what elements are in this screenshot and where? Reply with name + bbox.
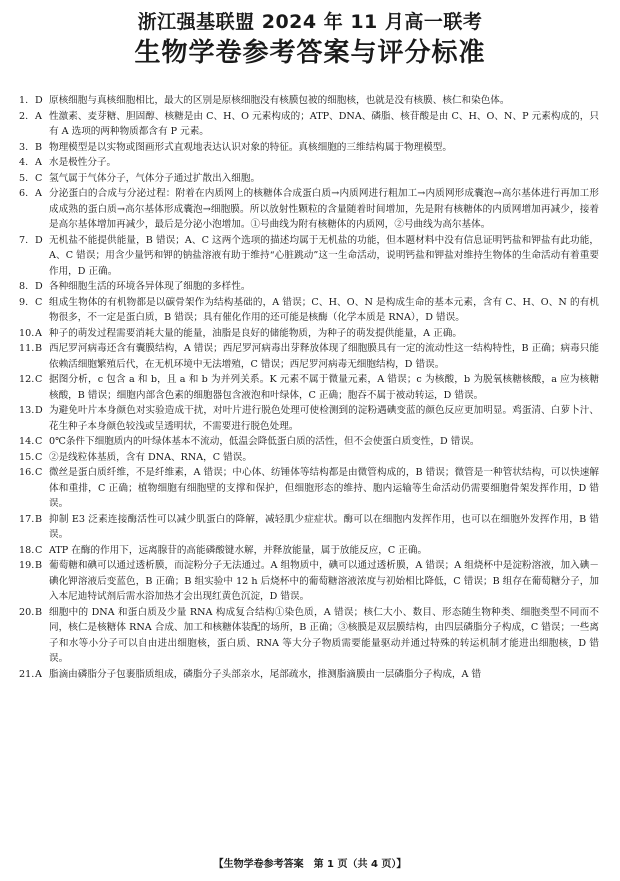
question-number: 10. xyxy=(19,327,35,339)
answer-key: C xyxy=(35,374,43,385)
answer-key: D xyxy=(35,95,43,106)
question-number: 12. xyxy=(19,374,35,385)
answer-item xyxy=(19,403,599,434)
answer-explanation: 无机盐不能提供能量，B 错误；A、C 这两个选项的描述均属于无机盐的功能，但本题材料中没有信息证明钙盐和钾盐有此功能，A、C 错误；用含少量钙和钾的钠盐溶液有助于维持“心脏跳动”这一生命活动，说明钙盐和钾盐对维持生物体的生命活动有着重要作用，D 正确。 xyxy=(49,234,599,277)
answer-item xyxy=(19,434,599,450)
answer-key: D xyxy=(35,234,43,246)
question-number: 6. xyxy=(19,188,29,199)
question-number: 18. xyxy=(19,544,35,556)
question-number: 2. xyxy=(19,110,29,122)
answer-explanation: 细胞中的 DNA 和蛋白质及少量 RNA 构成复合结构①染色质，A 错误；核仁大小、数目、形态随生物种类、细胞类型不同而不同，核仁是核糖体 RNA 合成、加工和核糖体装配的场所，B 正确；③核膜是双层膜结构，由四层磷脂分子构成，C 错误；一些离子和水等小分子可以自由进出细胞核，蛋白质、RNA 等大分子物质需要能量驱动并通过特殊的转运机制才能进出细胞核，D 错误。 xyxy=(49,606,599,664)
answer-explanation: 组成生物体的有机物都是以碳骨架作为结构基础的，A 错误；C、H、O、N 是构成生命的基本元素，含有 C、H、O、N 的有机物很多，不一定是蛋白质，B 错误；具有催化作用的还可能是核酶（化学本质是 RNA），D 错误。 xyxy=(49,296,599,323)
answer-item xyxy=(19,372,599,403)
answer-item xyxy=(19,186,599,233)
answer-key: C xyxy=(35,544,43,556)
answer-item xyxy=(19,326,599,342)
answer-explanation: 微丝是蛋白质纤维，不是纤维素，A 错误；中心体、纺锤体等结构都是由微管构成的，B 错误；微管是一种管状结构，可以快速解体和重排，C 正确；植物细胞有细胞壁的支撑和保护，但细胞形态的维持、胞内运输等生命活动仍需要细胞骨架发挥作用，D 错误。 xyxy=(49,467,599,509)
answer-item xyxy=(19,295,599,326)
answer-explanation: 0℃条件下细胞质内的叶绿体基本不流动，低温会降低蛋白质的活性，但不会使蛋白质变性，D 错误。 xyxy=(49,436,480,447)
document-title: 生物学卷参考答案与评分标准 xyxy=(134,38,486,68)
answer-explanation: ATP 在酶的作用下，远离腺苷的高能磷酸键水解，并释放能量，属于放能反应，C 正确。 xyxy=(49,544,428,556)
answer-item xyxy=(19,512,599,543)
answer-key: C xyxy=(35,467,43,478)
question-number: 17. xyxy=(19,513,35,525)
answer-item xyxy=(19,279,599,295)
question-number: 20. xyxy=(19,606,35,618)
answer-key: B xyxy=(35,606,43,618)
answer-item xyxy=(19,450,599,466)
answer-explanation: 为避免叶片本身颜色对实验造成干扰，对叶片进行脱色处理可使检测到的淀粉遇碘变蓝的颜色反应更加明显。鸡蛋清、白萝卜汁、花生种子本身颜色较浅或呈透明状，不需要进行脱色处理。 xyxy=(49,405,599,432)
answer-item xyxy=(19,543,599,559)
page-footer: 【生物学卷参考答案 第 1 页（共 4 页）】 xyxy=(213,859,407,870)
answer-key: B xyxy=(35,343,43,354)
answer-key: A xyxy=(35,668,42,680)
question-number: 1. xyxy=(19,95,29,106)
answer-item xyxy=(19,605,599,667)
answer-explanation: 葡萄糖和碘可以通过透析膜，而淀粉分子无法通过。A 组物质中，碘可以通过透析膜，A 错误；A 组烧杯中是淀粉溶液，加入碘－碘化钾溶液后变蓝色，B 正确；B 组实验中 12 h 后烧杯中的葡萄糖溶液浓度与初始相比降低，C 错误；B 组存在葡萄糖分子，加入本尼迪特试剂后需水浴加热才会出现红黄色沉淀，D 错误。 xyxy=(49,560,599,602)
answer-key: B xyxy=(35,141,43,153)
answer-key: A xyxy=(35,188,42,199)
answer-item xyxy=(19,558,599,605)
answer-explanation: 西尼罗河病毒还含有囊膜结构，A 错误；西尼罗河病毒出芽释放体现了细胞膜具有一定的流动性这一结构特性，B 正确；病毒只能依赖活细胞繁殖后代，在无机环境中无法增殖，C 错误；西尼罗河病毒无细胞结构，D 错误。 xyxy=(49,343,599,370)
question-number: 3. xyxy=(19,141,29,153)
answer-key: A xyxy=(35,327,42,339)
question-number: 5. xyxy=(19,172,29,184)
question-number: 13. xyxy=(19,405,35,416)
answer-item xyxy=(19,667,599,683)
answer-explanation: 脂滴由磷脂分子包裹脂质组成，磷脂分子头部亲水，尾部疏水，推测脂滴膜由一层磷脂分子构成，A 错 xyxy=(49,668,482,680)
answer-key: C xyxy=(35,172,43,184)
question-number: 19. xyxy=(19,560,35,571)
question-number: 21. xyxy=(19,668,35,680)
question-number: 15. xyxy=(19,451,35,463)
question-number: 11. xyxy=(19,343,35,354)
answer-explanation: 物理模型是以实物或图画形式直观地表达认识对象的特征。真核细胞的三维结构属于物理模型。 xyxy=(49,141,452,153)
answer-key: D xyxy=(35,281,43,292)
answer-explanation: 性激素、麦芽糖、胆固醇、核糖是由 C、H、O 元素构成的；ATP、DNA、磷脂、核苷酸是由 C、H、O、N、P 元素构成的，只有 A 选项的两种物质都含有 P 元素。 xyxy=(49,110,599,137)
answer-explanation: 各种细胞生活的环境各异体现了细胞的多样性。 xyxy=(49,281,251,292)
answer-list xyxy=(19,93,599,682)
answer-key: A xyxy=(35,110,42,122)
exam-title: 浙江强基联盟 2024 年 11 月高一联考 xyxy=(137,11,483,33)
answer-explanation: 水是极性分子。 xyxy=(49,157,117,168)
answer-item xyxy=(19,233,599,280)
answer-explanation: ②是线粒体基质，含有 DNA、RNA，C 错误。 xyxy=(49,451,252,463)
answer-key: C xyxy=(35,451,43,463)
question-number: 9. xyxy=(19,296,29,308)
answer-key: C xyxy=(35,296,43,308)
answer-explanation: 氢气属于气体分子，气体分子通过扩散出入细胞。 xyxy=(49,172,261,184)
answer-key: B xyxy=(35,513,43,525)
answer-key: B xyxy=(35,560,43,571)
answer-item xyxy=(19,140,599,156)
answer-explanation: 种子的萌发过程需要消耗大量的能量，油脂是良好的储能物质，为种子的萌发提供能量，A 正确。 xyxy=(49,327,462,339)
answer-key: C xyxy=(35,436,43,447)
answer-item xyxy=(19,171,599,187)
answer-explanation: 原核细胞与真核细胞相比，最大的区别是原核细胞没有核膜包被的细胞核，也就是没有核膜、核仁和染色体。 xyxy=(49,95,510,106)
question-number: 8. xyxy=(19,281,29,292)
question-number: 14. xyxy=(19,436,35,447)
question-number: 7. xyxy=(19,234,29,246)
answer-item xyxy=(19,155,599,171)
question-number: 4. xyxy=(19,157,29,168)
answer-item xyxy=(19,109,599,140)
answer-key: D xyxy=(35,405,43,416)
answer-item xyxy=(19,465,599,512)
question-number: 16. xyxy=(19,467,35,478)
answer-key: A xyxy=(35,157,42,168)
answer-item xyxy=(19,93,599,109)
answer-explanation: 抑制 E3 泛素连接酶活性可以减少肌蛋白的降解，减轻肌少症症状。酶可以在细胞内发挥作用，也可以在细胞外发挥作用，B 错误。 xyxy=(49,513,599,540)
answer-explanation: 据图分析，c 包含 a 和 b，且 a 和 b 为并列关系。K 元素不属于微量元素，A 错误；c 为核酸，b 为脱氧核糖核酸，a 应为核糖核酸，B 错误；细胞内部含色素的细胞器包含液泡和叶绿体，C 正确；胞吞不属于被动转运，D 错误。 xyxy=(49,374,599,401)
answer-explanation: 分泌蛋白的合成与分泌过程：附着在内质网上的核糖体合成蛋白质→内质网进行粗加工→内质网形成囊泡→高尔基体进行再加工形成成熟的蛋白质→高尔基体形成囊泡→细胞膜。所以放射性颗粒的含量随着时间增加，先是附有核糖体的内质网增加再减少，接着是高尔基体增加再减少，最后是分泌小泡增加。①号曲线为附有核糖体的内质网，②号曲线为高尔基体。 xyxy=(49,188,599,230)
answer-item xyxy=(19,341,599,372)
